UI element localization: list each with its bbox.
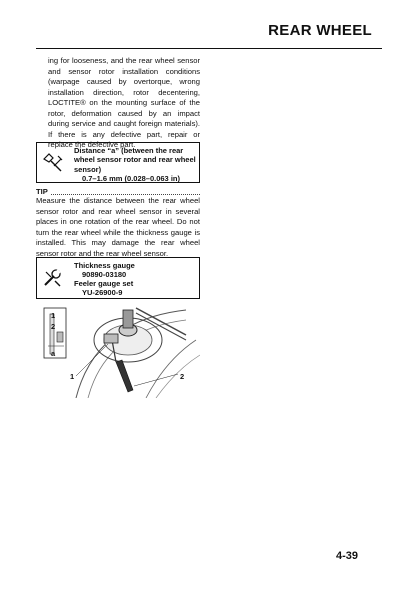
tip-heading — [36, 187, 200, 196]
tip-label: TIP — [36, 187, 48, 196]
tip-divider — [51, 194, 200, 195]
spec-label: Distance “a” (between the rear wheel sensor rotor and rear wheel sensor) — [74, 146, 196, 174]
page-number: 4-39 — [335, 550, 358, 562]
tool-text — [74, 261, 198, 297]
callout-inset-1: 1 — [51, 311, 56, 320]
tool-name-2: Feeler gauge set — [74, 279, 134, 288]
section-title: REAR WHEEL — [268, 22, 372, 39]
spec-value: 0.7–1.6 mm (0.028–0.063 in) — [82, 173, 180, 183]
tool-box — [36, 257, 200, 299]
callout-main-1: 1 — [70, 372, 75, 381]
spec-text — [74, 146, 198, 183]
tool-name-1: Thickness gauge — [74, 261, 135, 270]
callout-main-2: 2 — [180, 372, 185, 381]
wheel-sensor-drawing — [36, 300, 200, 398]
illustration — [36, 300, 200, 398]
tip-paragraph: Measure the distance between the rear wheel sensor rotor and rear wheel sensor in several places in one rotation of the rear wheel. Do not turn the rear wheel while the thickness gauge is installed. This may damage the rear wheel sensor rotor and the rear wheel sensor. — [36, 196, 200, 258]
body-paragraph: ing for looseness, and the rear wheel sensor and sensor rotor installation conditions (warpage caused by overtorque, wrong installation direction, rotor decentering, LOCTITE® on the mounting surface of the rotor, deformation caused by an impact during service and caught foreign materials). If there is any defective part, repair or replace the defective part. — [48, 56, 200, 149]
spec-box — [36, 142, 200, 183]
callout-inset-2: 2 — [51, 322, 56, 331]
tool-number-2: YU-26900-9 — [82, 288, 123, 297]
callout-inset-a: a — [51, 349, 56, 358]
tool-icon — [37, 258, 68, 298]
measurement-icon — [37, 143, 68, 182]
header-divider — [36, 48, 382, 49]
tool-number-1: 90890-03180 — [82, 270, 127, 279]
